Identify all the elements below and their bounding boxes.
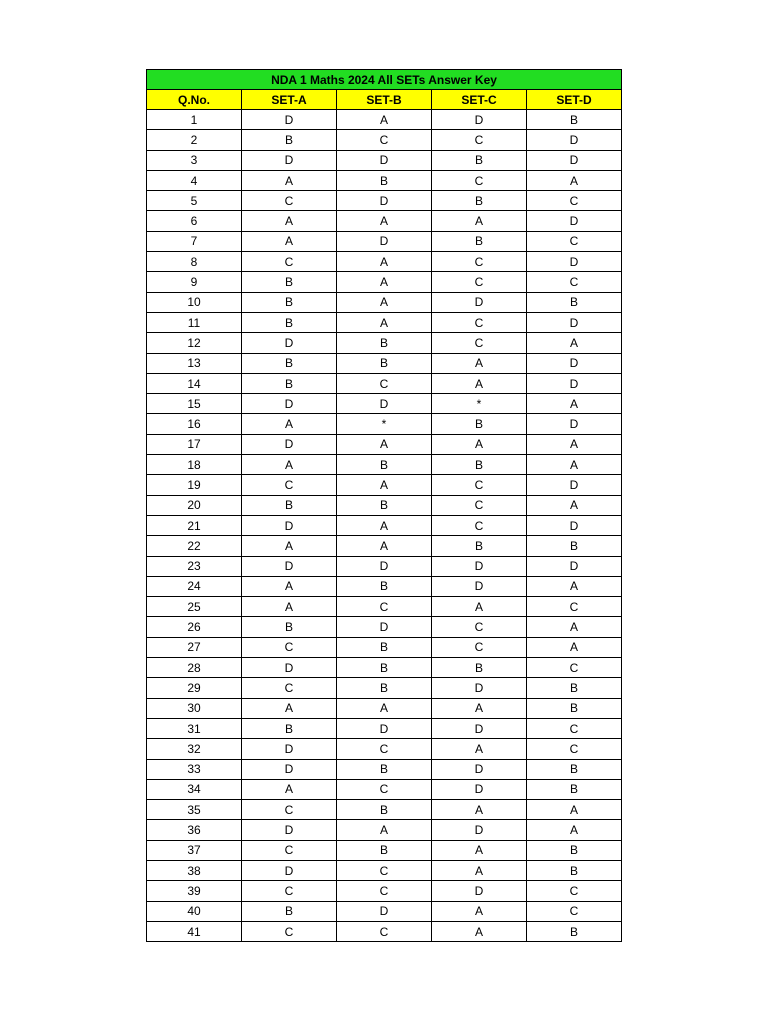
set-d-answer: B xyxy=(527,759,622,779)
set-c-answer: B xyxy=(432,455,527,475)
table-row xyxy=(147,921,622,941)
table-row xyxy=(147,191,622,211)
question-number: 38 xyxy=(147,860,242,880)
table-row xyxy=(147,617,622,637)
question-number: 14 xyxy=(147,373,242,393)
table-row xyxy=(147,536,622,556)
header-qno: Q.No. xyxy=(147,90,242,110)
set-d-answer: D xyxy=(527,475,622,495)
table-row xyxy=(147,820,622,840)
set-a-answer: D xyxy=(242,739,337,759)
set-b-answer: C xyxy=(337,739,432,759)
set-d-answer: D xyxy=(527,312,622,332)
set-c-answer: B xyxy=(432,150,527,170)
set-d-answer: A xyxy=(527,495,622,515)
table-row xyxy=(147,211,622,231)
set-a-answer: C xyxy=(242,191,337,211)
set-d-answer: A xyxy=(527,394,622,414)
set-a-answer: A xyxy=(242,576,337,596)
set-d-answer: D xyxy=(527,150,622,170)
set-c-answer: B xyxy=(432,658,527,678)
set-c-answer: B xyxy=(432,191,527,211)
set-c-answer: C xyxy=(432,333,527,353)
table-row xyxy=(147,637,622,657)
set-d-answer: B xyxy=(527,921,622,941)
set-d-answer: D xyxy=(527,414,622,434)
table-row xyxy=(147,252,622,272)
set-c-answer: D xyxy=(432,881,527,901)
table-row xyxy=(147,597,622,617)
set-c-answer: A xyxy=(432,800,527,820)
set-c-answer: D xyxy=(432,779,527,799)
set-b-answer: A xyxy=(337,515,432,535)
set-a-answer: D xyxy=(242,820,337,840)
set-b-answer: C xyxy=(337,779,432,799)
set-a-answer: A xyxy=(242,455,337,475)
question-number: 11 xyxy=(147,312,242,332)
set-b-answer: B xyxy=(337,637,432,657)
set-c-answer: A xyxy=(432,739,527,759)
set-d-answer: D xyxy=(527,211,622,231)
question-number: 17 xyxy=(147,434,242,454)
set-b-answer: D xyxy=(337,901,432,921)
table-row xyxy=(147,373,622,393)
set-b-answer: B xyxy=(337,353,432,373)
set-c-answer: C xyxy=(432,170,527,190)
set-d-answer: B xyxy=(527,698,622,718)
set-a-answer: B xyxy=(242,495,337,515)
table-row xyxy=(147,901,622,921)
set-d-answer: B xyxy=(527,840,622,860)
table-row xyxy=(147,170,622,190)
set-b-answer: D xyxy=(337,231,432,251)
question-number: 30 xyxy=(147,698,242,718)
question-number: 23 xyxy=(147,556,242,576)
set-c-answer: A xyxy=(432,353,527,373)
set-d-answer: B xyxy=(527,678,622,698)
set-a-answer: C xyxy=(242,800,337,820)
set-c-answer: B xyxy=(432,536,527,556)
set-b-answer: C xyxy=(337,597,432,617)
question-number: 5 xyxy=(147,191,242,211)
set-d-answer: C xyxy=(527,739,622,759)
set-c-answer: C xyxy=(432,252,527,272)
set-b-answer: A xyxy=(337,820,432,840)
question-number: 37 xyxy=(147,840,242,860)
set-b-answer: B xyxy=(337,759,432,779)
set-a-answer: A xyxy=(242,779,337,799)
question-number: 35 xyxy=(147,800,242,820)
set-a-answer: A xyxy=(242,231,337,251)
table-row xyxy=(147,434,622,454)
question-number: 13 xyxy=(147,353,242,373)
table-row xyxy=(147,515,622,535)
set-a-answer: B xyxy=(242,272,337,292)
table-row xyxy=(147,455,622,475)
title-row xyxy=(147,70,622,90)
set-d-answer: C xyxy=(527,231,622,251)
set-b-answer: B xyxy=(337,495,432,515)
set-a-answer: A xyxy=(242,211,337,231)
set-d-answer: D xyxy=(527,373,622,393)
table-row xyxy=(147,150,622,170)
set-b-answer: B xyxy=(337,800,432,820)
set-b-answer: D xyxy=(337,617,432,637)
set-b-answer: B xyxy=(337,678,432,698)
question-number: 31 xyxy=(147,718,242,738)
set-b-answer: B xyxy=(337,170,432,190)
header-set-b: SET-B xyxy=(337,90,432,110)
set-c-answer: D xyxy=(432,110,527,130)
set-d-answer: D xyxy=(527,556,622,576)
set-b-answer: A xyxy=(337,475,432,495)
set-d-answer: A xyxy=(527,333,622,353)
set-d-answer: B xyxy=(527,110,622,130)
question-number: 28 xyxy=(147,658,242,678)
set-a-answer: D xyxy=(242,556,337,576)
set-d-answer: C xyxy=(527,191,622,211)
set-b-answer: D xyxy=(337,150,432,170)
question-number: 4 xyxy=(147,170,242,190)
set-c-answer: C xyxy=(432,495,527,515)
table-row xyxy=(147,678,622,698)
set-a-answer: D xyxy=(242,110,337,130)
set-a-answer: C xyxy=(242,475,337,495)
table-row xyxy=(147,312,622,332)
set-a-answer: D xyxy=(242,658,337,678)
table-title: NDA 1 Maths 2024 All SETs Answer Key xyxy=(147,70,622,90)
set-b-answer: B xyxy=(337,576,432,596)
set-a-answer: D xyxy=(242,860,337,880)
set-a-answer: C xyxy=(242,637,337,657)
question-number: 25 xyxy=(147,597,242,617)
set-b-answer: A xyxy=(337,252,432,272)
question-number: 10 xyxy=(147,292,242,312)
answer-rows xyxy=(147,110,622,942)
set-a-answer: D xyxy=(242,150,337,170)
set-a-answer: A xyxy=(242,698,337,718)
set-a-answer: C xyxy=(242,840,337,860)
set-d-answer: C xyxy=(527,901,622,921)
table-row xyxy=(147,353,622,373)
set-d-answer: D xyxy=(527,130,622,150)
set-b-answer: A xyxy=(337,110,432,130)
question-number: 1 xyxy=(147,110,242,130)
set-a-answer: D xyxy=(242,434,337,454)
set-d-answer: A xyxy=(527,170,622,190)
set-c-answer: * xyxy=(432,394,527,414)
set-a-answer: A xyxy=(242,597,337,617)
set-c-answer: D xyxy=(432,292,527,312)
table-row xyxy=(147,110,622,130)
set-a-answer: A xyxy=(242,170,337,190)
set-d-answer: D xyxy=(527,515,622,535)
set-b-answer: D xyxy=(337,191,432,211)
question-number: 34 xyxy=(147,779,242,799)
question-number: 20 xyxy=(147,495,242,515)
set-d-answer: A xyxy=(527,576,622,596)
table-row xyxy=(147,779,622,799)
table-row xyxy=(147,130,622,150)
set-a-answer: D xyxy=(242,515,337,535)
set-c-answer: D xyxy=(432,759,527,779)
table-row xyxy=(147,840,622,860)
set-b-answer: A xyxy=(337,312,432,332)
set-b-answer: B xyxy=(337,333,432,353)
question-number: 32 xyxy=(147,739,242,759)
set-c-answer: A xyxy=(432,840,527,860)
answer-key-table xyxy=(146,69,622,942)
question-number: 6 xyxy=(147,211,242,231)
set-c-answer: A xyxy=(432,211,527,231)
set-a-answer: D xyxy=(242,333,337,353)
header-set-d: SET-D xyxy=(527,90,622,110)
set-a-answer: B xyxy=(242,901,337,921)
set-c-answer: A xyxy=(432,698,527,718)
set-a-answer: B xyxy=(242,718,337,738)
set-c-answer: B xyxy=(432,414,527,434)
table-row xyxy=(147,576,622,596)
set-c-answer: C xyxy=(432,312,527,332)
set-b-answer: A xyxy=(337,292,432,312)
set-a-answer: B xyxy=(242,292,337,312)
question-number: 19 xyxy=(147,475,242,495)
question-number: 26 xyxy=(147,617,242,637)
set-c-answer: A xyxy=(432,901,527,921)
table-row xyxy=(147,556,622,576)
set-b-answer: C xyxy=(337,373,432,393)
question-number: 29 xyxy=(147,678,242,698)
table-row xyxy=(147,739,622,759)
table-row xyxy=(147,414,622,434)
set-b-answer: B xyxy=(337,658,432,678)
set-c-answer: D xyxy=(432,576,527,596)
question-number: 33 xyxy=(147,759,242,779)
table-row xyxy=(147,495,622,515)
question-number: 27 xyxy=(147,637,242,657)
set-a-answer: B xyxy=(242,617,337,637)
set-c-answer: C xyxy=(432,617,527,637)
table-row xyxy=(147,333,622,353)
set-c-answer: B xyxy=(432,231,527,251)
set-a-answer: D xyxy=(242,394,337,414)
set-b-answer: A xyxy=(337,272,432,292)
table-row xyxy=(147,718,622,738)
question-number: 22 xyxy=(147,536,242,556)
set-a-answer: C xyxy=(242,881,337,901)
table-row xyxy=(147,658,622,678)
question-number: 40 xyxy=(147,901,242,921)
set-c-answer: C xyxy=(432,515,527,535)
set-c-answer: A xyxy=(432,921,527,941)
question-number: 18 xyxy=(147,455,242,475)
set-a-answer: C xyxy=(242,252,337,272)
set-d-answer: C xyxy=(527,718,622,738)
set-a-answer: C xyxy=(242,678,337,698)
question-number: 9 xyxy=(147,272,242,292)
set-d-answer: A xyxy=(527,434,622,454)
set-b-answer: * xyxy=(337,414,432,434)
table-row xyxy=(147,881,622,901)
question-number: 8 xyxy=(147,252,242,272)
set-c-answer: A xyxy=(432,860,527,880)
set-d-answer: C xyxy=(527,881,622,901)
set-b-answer: C xyxy=(337,860,432,880)
question-number: 15 xyxy=(147,394,242,414)
question-number: 7 xyxy=(147,231,242,251)
set-d-answer: A xyxy=(527,637,622,657)
set-b-answer: A xyxy=(337,211,432,231)
set-d-answer: B xyxy=(527,779,622,799)
question-number: 36 xyxy=(147,820,242,840)
set-a-answer: A xyxy=(242,414,337,434)
set-b-answer: B xyxy=(337,455,432,475)
question-number: 2 xyxy=(147,130,242,150)
set-c-answer: D xyxy=(432,820,527,840)
question-number: 39 xyxy=(147,881,242,901)
header-row xyxy=(147,90,622,110)
table-row xyxy=(147,860,622,880)
set-b-answer: D xyxy=(337,718,432,738)
set-c-answer: C xyxy=(432,475,527,495)
set-a-answer: C xyxy=(242,921,337,941)
set-d-answer: A xyxy=(527,617,622,637)
table-row xyxy=(147,759,622,779)
set-d-answer: C xyxy=(527,658,622,678)
set-b-answer: C xyxy=(337,881,432,901)
set-c-answer: D xyxy=(432,718,527,738)
set-d-answer: D xyxy=(527,252,622,272)
set-b-answer: C xyxy=(337,130,432,150)
set-a-answer: B xyxy=(242,373,337,393)
table-row xyxy=(147,272,622,292)
table-row xyxy=(147,475,622,495)
set-c-answer: C xyxy=(432,637,527,657)
question-number: 16 xyxy=(147,414,242,434)
question-number: 41 xyxy=(147,921,242,941)
set-b-answer: C xyxy=(337,921,432,941)
set-d-answer: D xyxy=(527,353,622,373)
set-a-answer: B xyxy=(242,353,337,373)
set-a-answer: B xyxy=(242,130,337,150)
question-number: 12 xyxy=(147,333,242,353)
table-row xyxy=(147,292,622,312)
set-b-answer: A xyxy=(337,434,432,454)
set-d-answer: C xyxy=(527,272,622,292)
set-d-answer: B xyxy=(527,292,622,312)
set-a-answer: A xyxy=(242,536,337,556)
set-d-answer: B xyxy=(527,536,622,556)
set-d-answer: A xyxy=(527,820,622,840)
set-b-answer: A xyxy=(337,536,432,556)
set-c-answer: A xyxy=(432,597,527,617)
set-c-answer: A xyxy=(432,434,527,454)
set-d-answer: A xyxy=(527,455,622,475)
header-set-a: SET-A xyxy=(242,90,337,110)
table-row xyxy=(147,231,622,251)
set-c-answer: C xyxy=(432,130,527,150)
set-c-answer: D xyxy=(432,556,527,576)
question-number: 24 xyxy=(147,576,242,596)
set-c-answer: A xyxy=(432,373,527,393)
set-d-answer: C xyxy=(527,597,622,617)
set-b-answer: D xyxy=(337,556,432,576)
table-row xyxy=(147,800,622,820)
question-number: 3 xyxy=(147,150,242,170)
set-c-answer: C xyxy=(432,272,527,292)
set-b-answer: D xyxy=(337,394,432,414)
table-row xyxy=(147,698,622,718)
question-number: 21 xyxy=(147,515,242,535)
set-c-answer: D xyxy=(432,678,527,698)
table-row xyxy=(147,394,622,414)
header-set-c: SET-C xyxy=(432,90,527,110)
set-a-answer: D xyxy=(242,759,337,779)
set-b-answer: B xyxy=(337,840,432,860)
set-d-answer: A xyxy=(527,800,622,820)
set-d-answer: B xyxy=(527,860,622,880)
set-a-answer: B xyxy=(242,312,337,332)
set-b-answer: A xyxy=(337,698,432,718)
